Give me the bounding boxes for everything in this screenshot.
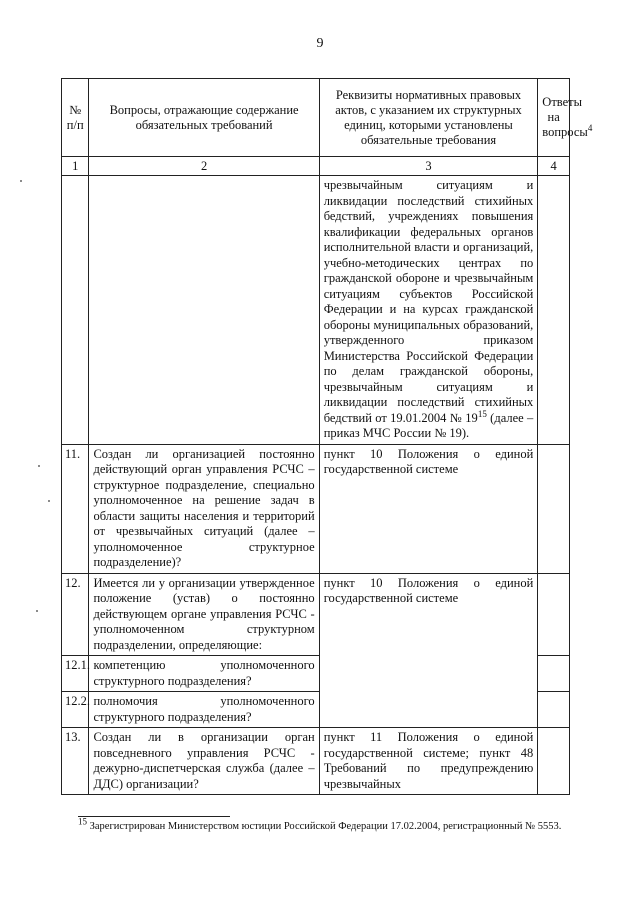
row-answer[interactable] [538, 692, 570, 728]
footnote-divider [78, 816, 230, 817]
row-answer[interactable] [538, 728, 570, 795]
row-num: 12.1. [62, 656, 89, 692]
row-answer[interactable] [538, 444, 570, 573]
row-requisite: пункт 10 Положения о единой государственной системе [319, 444, 538, 573]
column-number: 4 [538, 157, 570, 176]
row-requisite: пункт 11 Положения о единой государственной системе; пункт 48 Требований по предупреждению чрезвычайных [319, 728, 538, 795]
footnote-text: Зарегистрирован Министерством юстиции Российской Федерации 17.02.2004, регистрационный № 5553. [87, 821, 562, 832]
scan-speck [36, 610, 38, 612]
row-question: Создан ли организацией постоянно действующий орган управления РСЧС – структурное подразделение, специально уполномоченное на решение задач в области защиты населения и территорий от чрезвычайных ситуаций (далее – уполномоченное структурное подразделение)? [89, 444, 319, 573]
table-row [62, 444, 570, 573]
requirements-table [61, 78, 593, 795]
column-number: 2 [89, 157, 319, 176]
row-question: Создан ли в организации орган повседневного управления РСЧС - дежурно-диспетчерская служба (далее – ДДС) организации? [89, 728, 319, 795]
table-row [62, 728, 570, 795]
scan-speck [38, 465, 40, 467]
header-answers-text: Ответы на вопросы [542, 95, 588, 139]
table-header-row [62, 79, 570, 157]
continuation-tail: (далее – приказ МЧС России № 19). [323, 410, 534, 440]
row-answer-empty [538, 176, 570, 445]
footnote [78, 816, 598, 833]
scan-speck [48, 500, 50, 502]
continuation-text: чрезвычайным ситуациям и ликвидации последствий стихийных бедствий, учреждениях повышения квалификации федеральных органов исполнительной власти и организаций, учебно-методических центрах по гражданской обороне и чрезвычайным ситуациям субъектов Российской Федерации и на курсах гражданской обороны муниципальных образований, утвержденного приказом Министерства Российской Федерации по делам гражданской обороны, чрезвычайным ситуациям и ликвидации последствий стихийных бедствий от 19.01.2004 № 19 [323, 178, 534, 425]
column-number: 1 [62, 157, 89, 176]
row-question: компетенцию уполномоченного структурного подразделения? [89, 656, 319, 692]
header-answers-sup: 4 [587, 122, 593, 133]
header-answers [538, 79, 593, 157]
table-row [62, 573, 570, 656]
row-answer[interactable] [538, 656, 570, 692]
continuation-requisite [319, 176, 538, 445]
row-requisite: пункт 10 Положения о единой государственной системе [319, 573, 538, 728]
table-row-continuation [62, 176, 570, 445]
row-question: полномочия уполномоченного структурного подразделения? [89, 692, 319, 728]
row-num: 12. [62, 573, 89, 656]
footnote-sup: 15 [78, 816, 87, 827]
row-question: Имеется ли у организации утвержденное положение (устав) о постоянно действующем органе управления РСЧС - уполномоченном структурном подразделении, определяющие: [89, 573, 319, 656]
scan-speck [20, 180, 22, 182]
row-answer[interactable] [538, 573, 570, 656]
row-num-empty [62, 176, 89, 445]
footnote-ref: 15 [477, 408, 487, 419]
row-num: 12.2. [62, 692, 89, 728]
column-number-row [62, 157, 570, 176]
header-num: № п/п [62, 79, 89, 157]
header-requisites: Реквизиты нормативных правовых актов, с указанием их структурных единиц, которыми установлены обязательные требования [319, 79, 538, 157]
column-number: 3 [319, 157, 538, 176]
row-num: 11. [62, 444, 89, 573]
page-number: 9 [316, 36, 324, 51]
header-questions: Вопросы, отражающие содержание обязательных требований [89, 79, 319, 157]
row-num: 13. [62, 728, 89, 795]
row-question-empty [89, 176, 319, 445]
